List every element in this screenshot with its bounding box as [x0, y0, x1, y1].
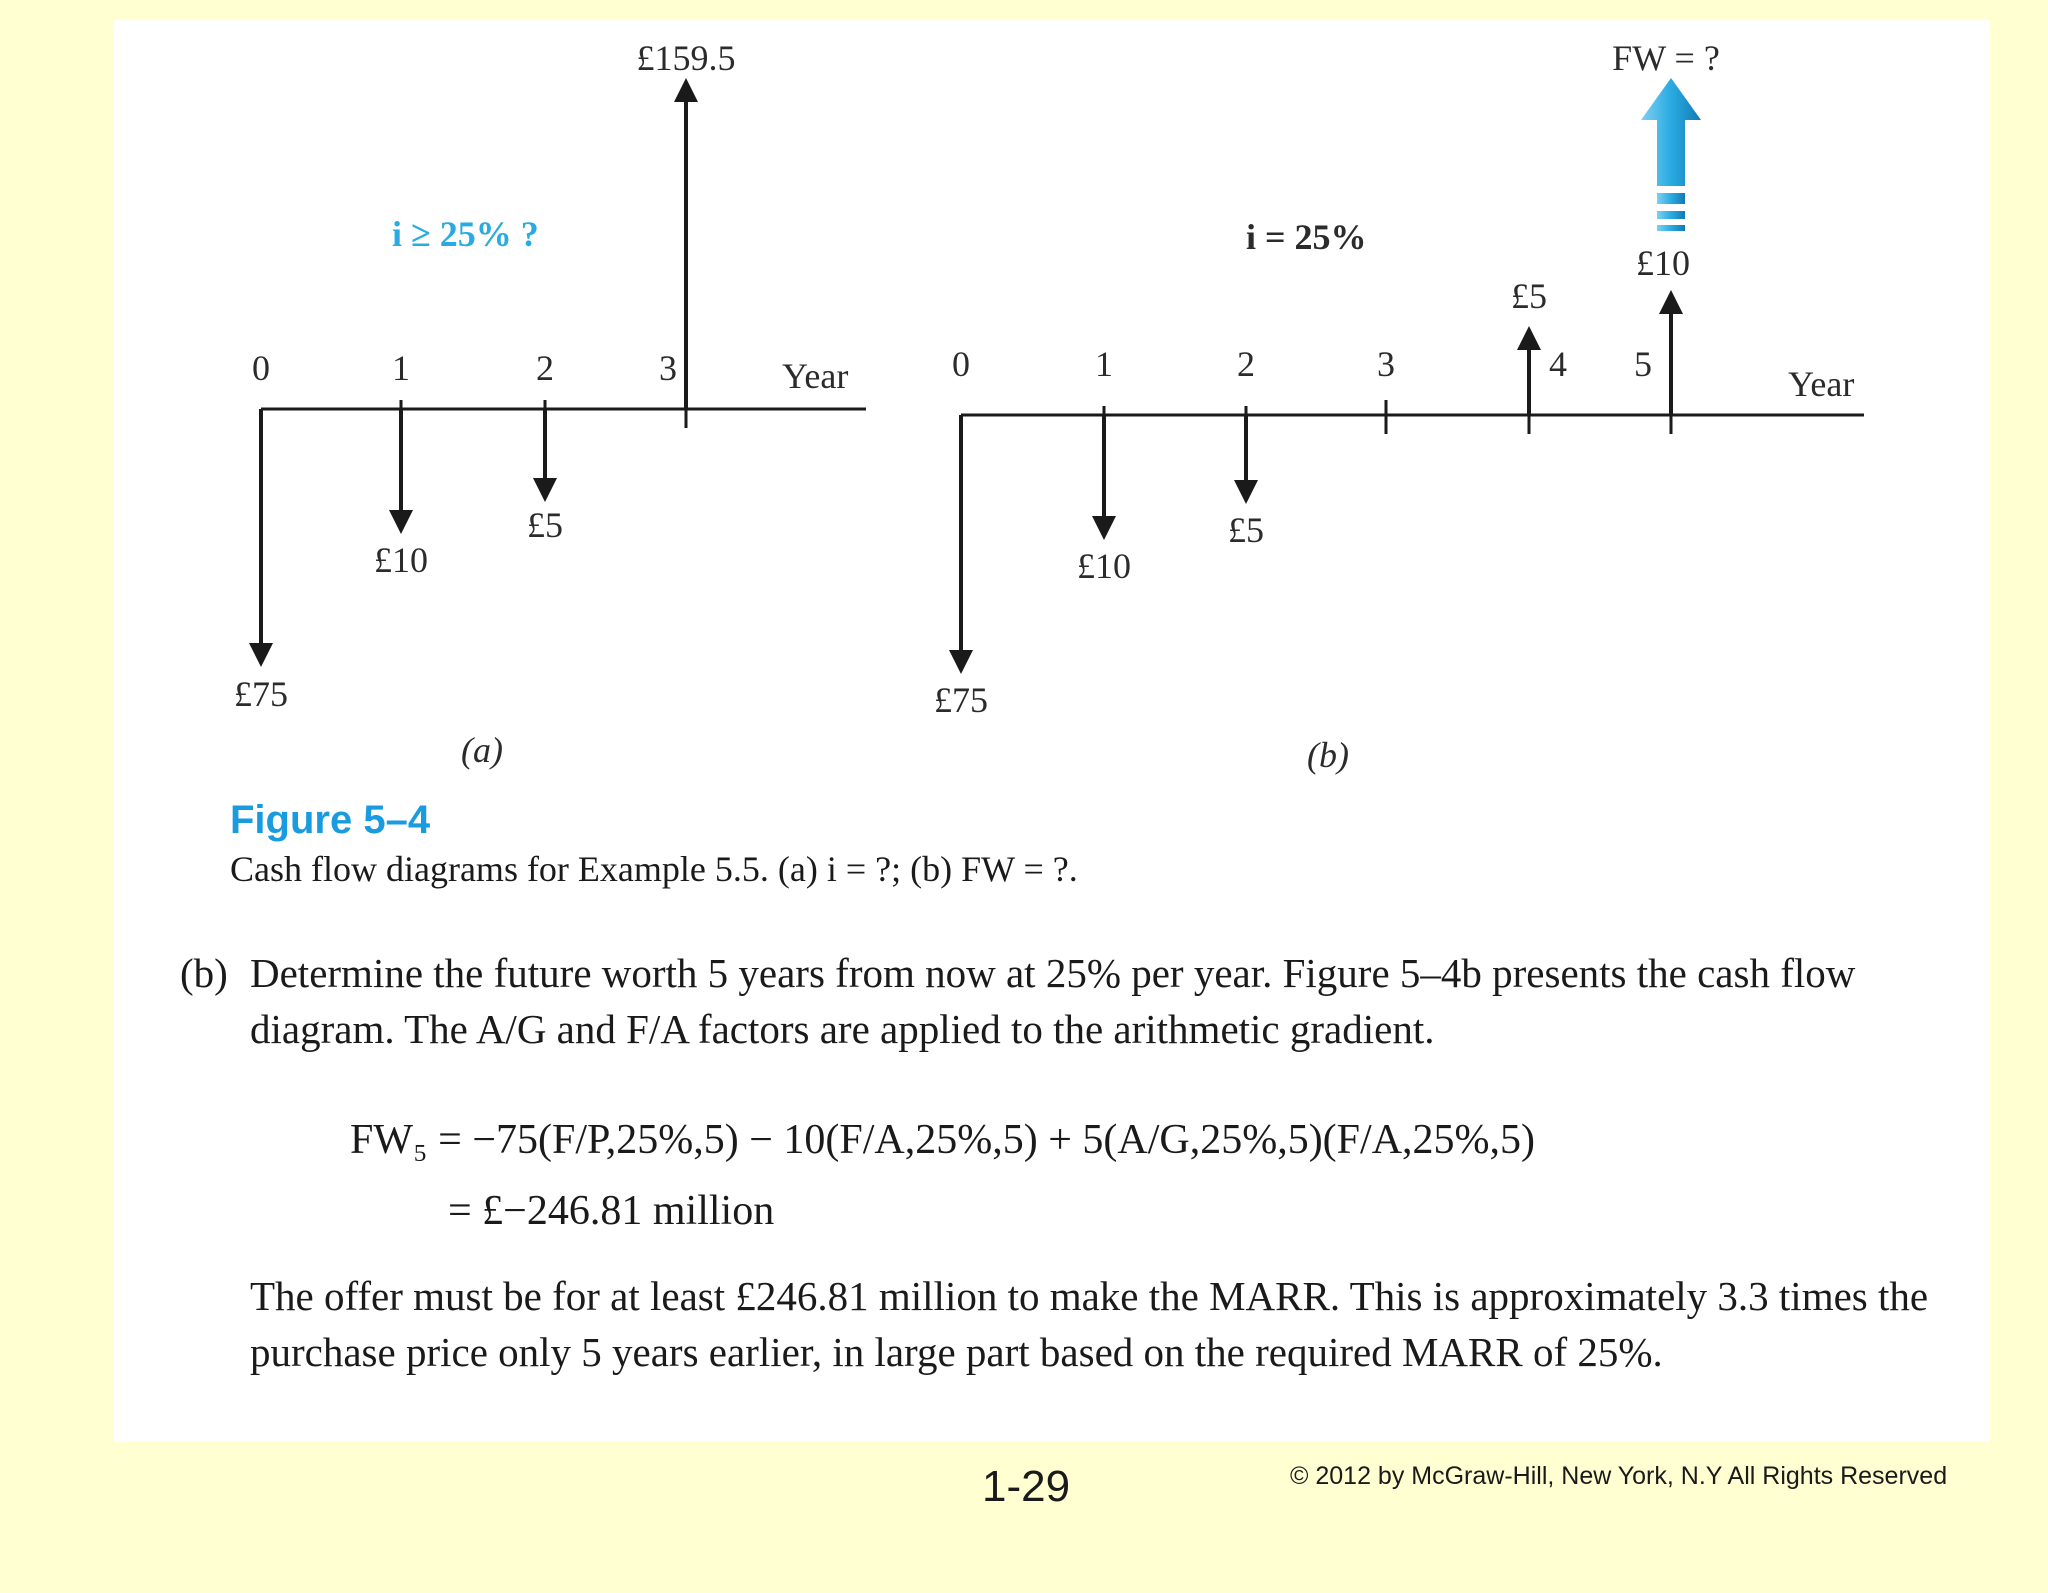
diagram-b-flow-label-year1: £10 — [1077, 546, 1131, 586]
diagram-a-flow-label-year1: £10 — [374, 540, 428, 580]
part-b-label: (b) — [180, 950, 228, 996]
diagram-b-flow-label-year0: £75 — [934, 680, 988, 720]
diagram-b-year-label: 1 — [1095, 344, 1113, 384]
diagram-b-flow-label-year4: £5 — [1511, 276, 1547, 316]
diagram-b-flow-label-year2: £5 — [1228, 510, 1264, 550]
diagram-a-year-label: 2 — [536, 348, 554, 388]
diagram-b — [934, 38, 1864, 775]
diagram-a-year-label: 1 — [392, 348, 410, 388]
diagram-b-year-label: 5 — [1634, 344, 1652, 384]
diagram-b-sublabel: (b) — [1307, 735, 1349, 775]
diagram-b-year-label: 4 — [1549, 344, 1567, 384]
diagram-b-flow-label-year5: £10 — [1636, 243, 1690, 283]
fw-up-arrow-icon — [1641, 78, 1701, 231]
diagram-b-axis-label: Year — [1788, 364, 1855, 404]
diagram-a-axis-label: Year — [782, 356, 849, 396]
diagram-b-year-label: 3 — [1377, 344, 1395, 384]
diagram-a-flow-label-year2: £5 — [527, 505, 563, 545]
diagram-b-year-label: 0 — [952, 344, 970, 384]
diagram-a-year-label: 0 — [252, 348, 270, 388]
diagram-b-fw-label: FW = ? — [1612, 38, 1720, 78]
figure-caption: Cash flow diagrams for Example 5.5. (a) i = ?; (b) FW = ?. — [230, 849, 1078, 889]
figure-title: Figure 5–4 — [230, 798, 431, 842]
equation-line-2: = £−246.81 million — [448, 1188, 775, 1234]
diagram-a-flow-label-year3: £159.5 — [636, 38, 736, 78]
copyright-notice: © 2012 by McGraw-Hill, New York, N.Y All Rights Reserved — [1290, 1462, 1948, 1490]
diagram-a — [234, 38, 866, 770]
slide-number: 1-29 — [982, 1462, 1071, 1511]
part-b-text: Determine the future worth 5 years from now at 25% per year. Figure 5–4b presents the cash flow diagram. The A/G and F/A factors are applied to the arithmetic gradient. — [250, 950, 1856, 1052]
equation-line-1: FW₅ = −75(F/P,25%,5) − 10(F/A,25%,5) + 5(A/G,25%,5)(F/A,25%,5) — [350, 1117, 1536, 1163]
diagram-b-year-label: 2 — [1237, 344, 1255, 384]
diagram-a-flow-label-year0: £75 — [234, 674, 288, 714]
diagram-a-year-label: 3 — [659, 348, 677, 388]
diagram-a-rate-label: i ≥ 25% ? — [392, 214, 539, 254]
conclusion-text: The offer must be for at least £246.81 million to make the MARR. This is approximately 3.3 times the purchase price only 5 years earlier, in large part based on the required MARR of 25%. — [250, 1273, 1929, 1375]
diagram-b-rate-label: i = 25% — [1246, 217, 1367, 257]
diagram-a-sublabel: (a) — [461, 730, 503, 770]
